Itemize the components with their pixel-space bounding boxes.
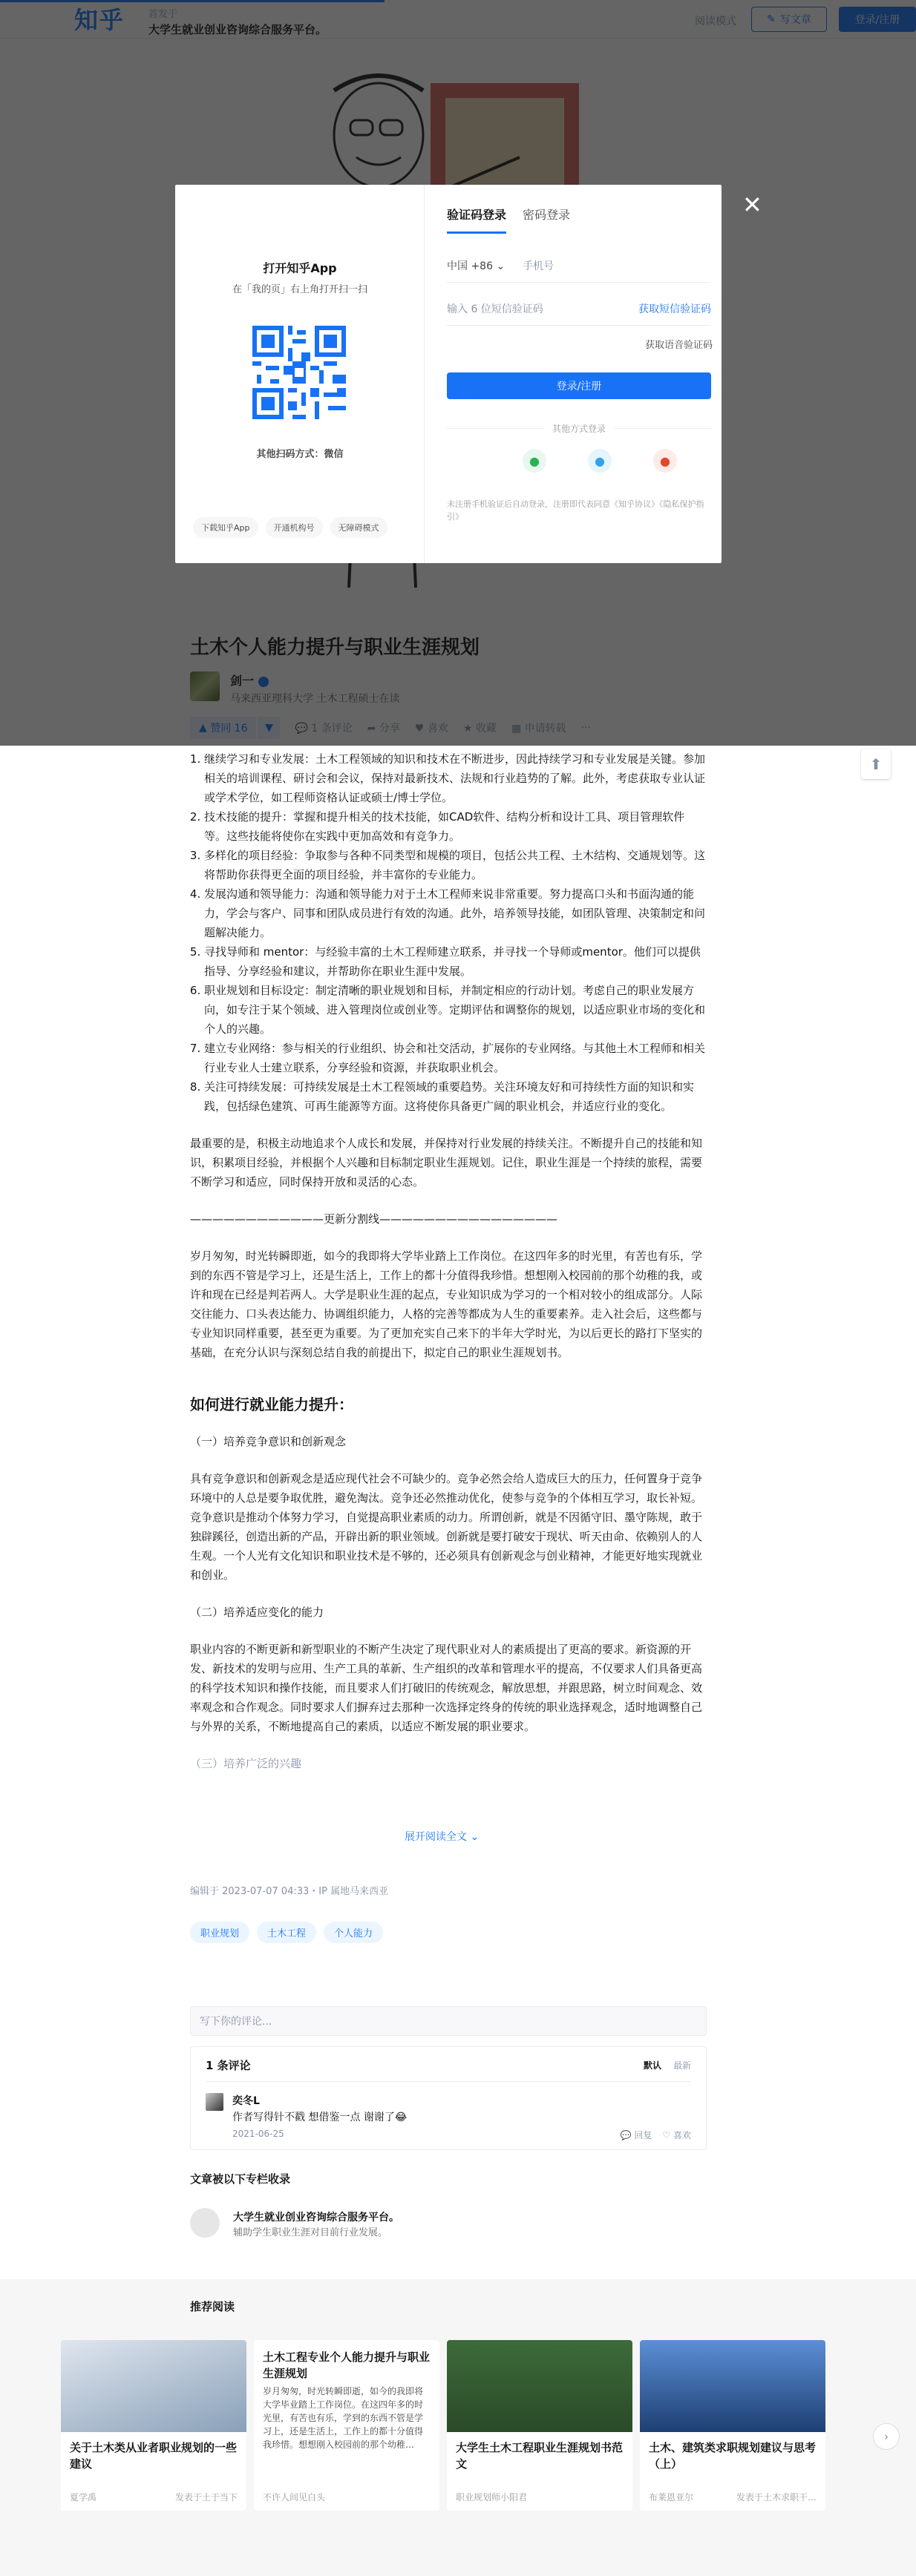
- comment-like-button[interactable]: ♡ 喜欢: [662, 2130, 691, 2140]
- accessibility-link[interactable]: 无障碍模式: [330, 517, 387, 538]
- paragraph-2: 职业内容的不断更新和新型职业的不断产生决定了现代职业对人的素质提出了更高的要求。新资源的开发、新技术的发明与应用、生产工具的革新、生产组织的改革和管理水平的提高，不仅要求人们具备更高的科学技术知识和操作技能，而且要求人们打破旧的传统观念，解放思想，并跟思路，树立时间观念、效率观念和合作观念。同时要求人们摒弃过去那种一次选择定终身的传统的职业选择观念，适时地调整自己与外界的关系，不断地提高自己的素质，以适应不断发展的职业要求。: [190, 1643, 703, 1733]
- recommend-card[interactable]: [254, 2340, 439, 2511]
- card-excerpt: 岁月匆匆，时光转瞬即逝，如今的我即将大学毕业踏上工作岗位。在这四年多的时光里，有苦也有乐，学到的东西不管是学习上，还是生活上，工作上的都十分值得我珍惜。想想刚入校园前的那个幼稚…: [263, 2386, 424, 2450]
- edit-info: 编辑于 2023-07-07 04:33・IP 属地马来西亚: [190, 1886, 389, 1897]
- update-divider: ————————————更新分割线————————————————: [190, 1212, 558, 1226]
- commenter-avatar[interactable]: [206, 2093, 223, 2111]
- arrow-up-icon: ⬆: [869, 755, 883, 773]
- qr-subtitle: 在「我的页」右上角打开扫一扫: [232, 284, 367, 295]
- voice-code-link[interactable]: 获取语音验证码: [644, 340, 713, 351]
- article-body: [190, 749, 707, 1773]
- login-tabs: [447, 206, 570, 234]
- list-item: 7. 建立专业网络：参与相关的行业组织、协会和社交活动，扩展你的专业网络。与其他土木工程师和相关行业专业人士建立联系，分享经验和资源，并获取职业机会。: [204, 1039, 707, 1077]
- chevron-right-icon: ›: [884, 2430, 889, 2443]
- back-to-top-button[interactable]: [861, 749, 891, 779]
- comment-section: [190, 2046, 707, 2150]
- subheading-2: （二）培养适应变化的能力: [190, 1606, 324, 1619]
- get-sms-code-link[interactable]: 获取短信验证码: [638, 303, 711, 315]
- divider: [206, 2081, 691, 2082]
- summary-paragraph: 最重要的是，积极主动地追求个人成长和发展，并保持对行业发展的持续关注。不断提升自己的技能和知识，积累项目经验，并根据个人兴趣和目标制定职业生涯规划。记住，职业生涯是一个持续的旅程，需要不断学习和适应，同时保持开放和灵活的心态。: [190, 1137, 703, 1189]
- social-login-icons: [523, 449, 677, 473]
- list-item: 5. 寻找导师和 mentor：与经验丰富的土木工程师建立联系，并寻找一个导师或mentor。他们可以提供指导、分享经验和建议，并帮助你在职业生涯中发展。: [204, 942, 707, 981]
- subheading-1: （一）培养竞争意识和创新观念: [190, 1435, 347, 1448]
- comment-date: 2021-06-25: [232, 2129, 284, 2139]
- list-item: 8. 关注可持续发展：可持续发展是土木工程领域的重要趋势。关注环境友好和可持续性方面的知识和实践，包括绿色建筑、可再生能源等方面。这将使你具备更广阔的职业机会，并适应行业的变化。: [204, 1077, 707, 1116]
- card-meta: 布莱恩亚尔 发表于土木求职干…: [649, 2492, 817, 2503]
- paragraph-1: 具有竞争意识和创新观念是适应现代社会不可缺少的。竞争必然会给人造成巨大的压力，任何置身于竞争环境中的人总是要争取优胜，避免淘汰。竞争还必然推动优化，使参与竞争的个体相互学习，取长补短。竞争意识是推动个体努力学习，自觉提高职业素质的动力。所谓创新，就是不因循守旧、墨守陈规，敢于独辟蹊径，创造出新的产品，开辟出新的职业领域。创新就是要打破安于现状、听天由命、依赖别人的人生观。一个人光有文化知识和职业技术是不够的，还必须具有创新观念与创业精神，才能更好地实现就业和创业。: [190, 1472, 703, 1582]
- sms-code-input[interactable]: 输入 6 位短信验证码: [447, 303, 543, 315]
- card-title[interactable]: 土木、建筑类求职规划建议与思考（上）: [649, 2441, 817, 2471]
- comment-sort: [644, 2059, 691, 2071]
- card-title[interactable]: 大学生土木工程职业生涯规划书范文: [456, 2441, 624, 2471]
- sort-latest[interactable]: 最新: [673, 2060, 691, 2071]
- sort-default[interactable]: 默认: [643, 2060, 661, 2071]
- login-submit-button[interactable]: 登录/注册: [447, 372, 711, 399]
- close-icon[interactable]: ✕: [742, 191, 762, 219]
- comment-input[interactable]: 写下你的评论...: [190, 2006, 707, 2036]
- tag-personal-ability[interactable]: 个人能力: [324, 1922, 383, 1943]
- card-image: [447, 2340, 632, 2432]
- login-modal: [175, 185, 722, 563]
- reply-button[interactable]: 💬 回复: [620, 2130, 652, 2140]
- carousel-next-button[interactable]: [873, 2423, 900, 2450]
- country-code-select[interactable]: 中国 +86 ⌄: [447, 260, 506, 272]
- commenter-name[interactable]: 奕冬L: [232, 2095, 260, 2107]
- column-card-desc: 辅助学生职业生涯对目前行业发展。: [233, 2227, 388, 2238]
- phone-field[interactable]: [447, 249, 711, 283]
- card-image: [640, 2340, 825, 2432]
- included-in-columns-title: 文章被以下专栏收录: [190, 2172, 291, 2186]
- chevron-down-icon: ⌄: [496, 260, 506, 272]
- org-account-link[interactable]: 开通机构号: [266, 517, 323, 538]
- comment-actions: [621, 2129, 691, 2141]
- qr-login-panel: [175, 185, 425, 563]
- qr-title: 打开知乎App: [263, 261, 337, 275]
- tab-password-login[interactable]: 密码登录: [523, 208, 571, 222]
- recommend-card[interactable]: [640, 2340, 825, 2511]
- wechat-icon[interactable]: ●: [523, 449, 546, 473]
- tag-civil-engineering[interactable]: 土木工程: [257, 1922, 316, 1943]
- card-title[interactable]: 关于土木类从业者职业规划的一些建议: [70, 2441, 238, 2471]
- card-meta: 夏学禹 发表于土于当下: [70, 2492, 238, 2503]
- column-avatar: [190, 2208, 220, 2238]
- app-links: [193, 517, 387, 538]
- tab-sms-login[interactable]: 验证码登录: [447, 206, 506, 234]
- phone-input[interactable]: 手机号: [523, 260, 554, 272]
- content-fade-mask: [190, 1773, 707, 1825]
- recommend-title: 推荐阅读: [190, 2300, 235, 2313]
- topic-tags: [190, 1922, 383, 1943]
- sms-login-panel: [425, 185, 722, 563]
- terms-text: 未注册手机验证后自动登录，注册即代表同意《知乎协议》《隐私保护指引》: [447, 499, 704, 522]
- expand-full-text-button[interactable]: 展开阅读全文 ⌄: [405, 1831, 480, 1843]
- qq-icon[interactable]: ●: [588, 449, 612, 473]
- list-item: 1. 继续学习和专业发展：土木工程领域的知识和技术在不断进步，因此持续学习和专业发展是关键。参加相关的培训课程、研讨会和会议，保持对最新技术、法规和行业趋势的了解。此外，考虑获取专业认证或学术学位，如工程师资格认证或硕士/博士学位。: [204, 749, 707, 807]
- card-meta: 职业规划师小阳君: [456, 2492, 528, 2503]
- comment-count: 1 条评论: [206, 2059, 251, 2072]
- section-heading: 如何进行就业能力提升：: [190, 1396, 353, 1413]
- recommend-card[interactable]: [61, 2340, 246, 2511]
- intro-paragraph: 岁月匆匆，时光转瞬即逝，如今的我即将大学毕业踏上工作岗位。在这四年多的时光里，有苦也有乐，学到的东西不管是学习上，还是生活上，工作上的都十分值得我珍惜。想想刚入校园前的那个幼稚的我，或许和现在已经是判若两人。大学是职业生涯的起点，专业知识成为学习的一个相对较小的组成部分。人际交往能力、口头表达能力、协调组织能力，人格的完善等都成为人生的重要素养。走入社会后，这些都与专业知识同样重要，甚至更为重要。为了更加充实自己来下的半年大学时光，为以后更长的路打下坚实的基础，在充分认识与深刻总结自我的前提出下，拟定自己的职业生涯规划书。: [190, 1249, 703, 1359]
- card-image: [61, 2340, 246, 2432]
- qr-code-icon: [252, 326, 346, 419]
- qr-other-methods: 其他扫码方式：微信: [256, 449, 344, 460]
- list-item: 6. 职业规划和目标设定：制定清晰的职业规划和目标，并制定相应的行动计划。考虑自己的职业发展方向，如专注于某个领域、进入管理岗位或创业等。定期评估和调整你的规划，以适应职业市场的变化和个人的兴趣。: [204, 981, 707, 1039]
- tag-career-planning[interactable]: 职业规划: [190, 1922, 249, 1943]
- sms-code-field[interactable]: [447, 292, 711, 326]
- tips-list: [190, 749, 707, 1116]
- comment-text: 作者写得针不戳 想借鉴一点 谢谢了😂: [232, 2112, 408, 2123]
- list-item: 4. 发展沟通和领导能力：沟通和领导能力对于土木工程师来说非常重要。努力提高口头和书面沟通的能力，学会与客户、同事和团队成员进行有效的沟通。此外，培养领导技能，如团队管理、决策制定和问题解决能力。: [204, 884, 707, 942]
- list-item: 3. 多样化的项目经验：争取参与各种不同类型和规模的项目，包括公共工程、土木结构、交通规划等。这将帮助你获得更全面的项目经验，并丰富你的专业能力。: [204, 846, 707, 884]
- weibo-icon[interactable]: ●: [653, 449, 677, 473]
- card-meta: 不许人间见白头: [263, 2492, 326, 2503]
- list-item: 2. 技术技能的提升：掌握和提升相关的技术技能，如CAD软件、结构分析和设计工具、项目管理软件等。这些技能将使你在实践中更加高效和有竞争力。: [204, 807, 707, 846]
- recommend-card[interactable]: [447, 2340, 632, 2511]
- card-title[interactable]: 土木工程专业个人能力提升与职业生涯规划: [263, 2350, 431, 2380]
- other-login-methods-label: 其他方式登录: [447, 422, 711, 435]
- subheading-3: （三）培养广泛的兴趣: [190, 1757, 302, 1770]
- download-app-link[interactable]: 下载知乎App: [193, 517, 258, 538]
- column-card-name[interactable]: 大学生就业创业咨询综合服务平台。: [233, 2212, 399, 2224]
